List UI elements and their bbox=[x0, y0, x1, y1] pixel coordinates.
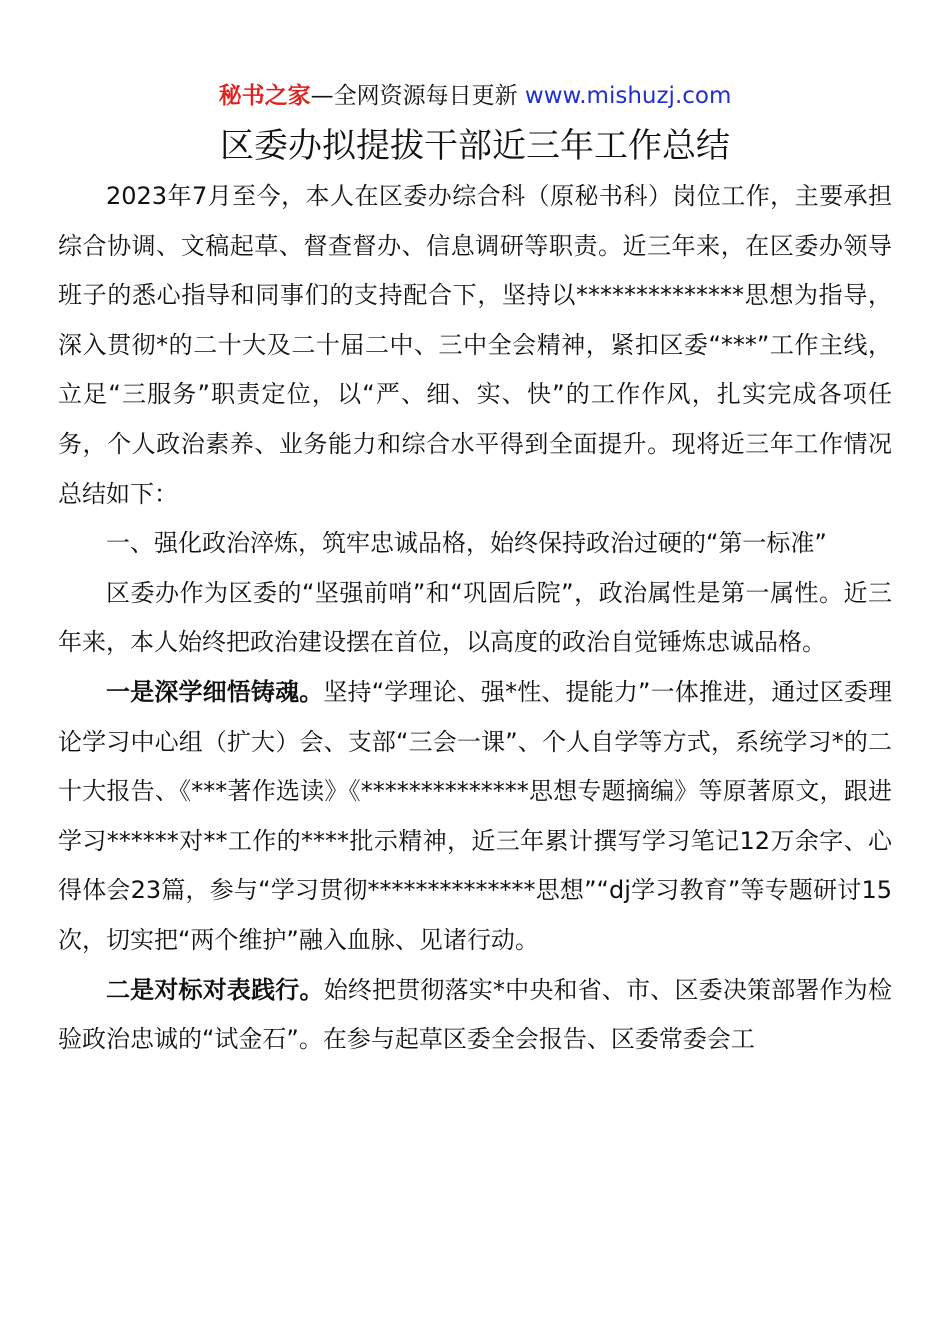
point-paragraph-2 bbox=[58, 966, 892, 1065]
document-body bbox=[58, 172, 892, 1065]
site-header bbox=[0, 80, 950, 112]
paragraph-text: 坚持“学理论、强*性、提能力”一体推进，通过区委理论学习中心组（扩大）会、支部“三会一课”、个人自学等方式，系统学习*的二十大报告、《***著作选读》《**************思想专题摘编》等原著原文，跟进学习******对**工作的****批示精神，近三年累计撰写学习笔记12万余字、心得体会23篇，参与“学习贯彻**************思想”“dj学习教育”等专题研讨15次，切实把“两个维护”融入血脉、见诸行动。 bbox=[58, 677, 892, 954]
intro-paragraph bbox=[58, 172, 892, 519]
paragraph-text: 区委办作为区委的“坚强前哨”和“巩固后院”，政治属性是第一属性。近三年来，本人始终把政治建设摆在首位，以高度的政治自觉锤炼忠诚品格。 bbox=[58, 578, 892, 657]
paragraph-text: 2023年7月至今，本人在区委办综合科（原秘书科）岗位工作，主要承担综合协调、文稿起草、督查督办、信息调研等职责。近三年来，在区委办领导班子的悉心指导和同事们的支持配合下，坚持以**************思想为指导，深入贯彻*的二十大及二十届二中、三中全会精神，紧扣区委“***”工作主线，立足“三服务”职责定位，以“严、细、实、快”的工作作风，扎实完成各项任务，个人政治素养、业务能力和综合水平得到全面提升。现将近三年工作情况总结如下： bbox=[58, 182, 892, 508]
section-paragraph bbox=[58, 569, 892, 668]
site-brand: 秘书之家 bbox=[218, 83, 311, 109]
paragraph-text: 始终把贯彻落实*中央和省、市、区委决策部署作为检验政治忠诚的“试金石”。在参与起草区委全会报告、区委常委会工 bbox=[58, 975, 892, 1054]
paragraph-lead: 二是对标对表践行。 bbox=[106, 975, 324, 1004]
site-url-link[interactable]: www.mishuzj.com bbox=[524, 83, 732, 109]
document-title: 区委办拟提拔干部近三年工作总结 bbox=[220, 126, 730, 166]
site-tagline: —全网资源每日更新 bbox=[310, 83, 518, 109]
point-paragraph-1 bbox=[58, 668, 892, 966]
paragraph-lead: 一是深学细悟铸魂。 bbox=[106, 677, 324, 706]
paragraph-text: 一、强化政治淬炼，筑牢忠诚品格，始终保持政治过硬的“第一标准” bbox=[106, 529, 827, 558]
section-heading bbox=[58, 519, 892, 569]
